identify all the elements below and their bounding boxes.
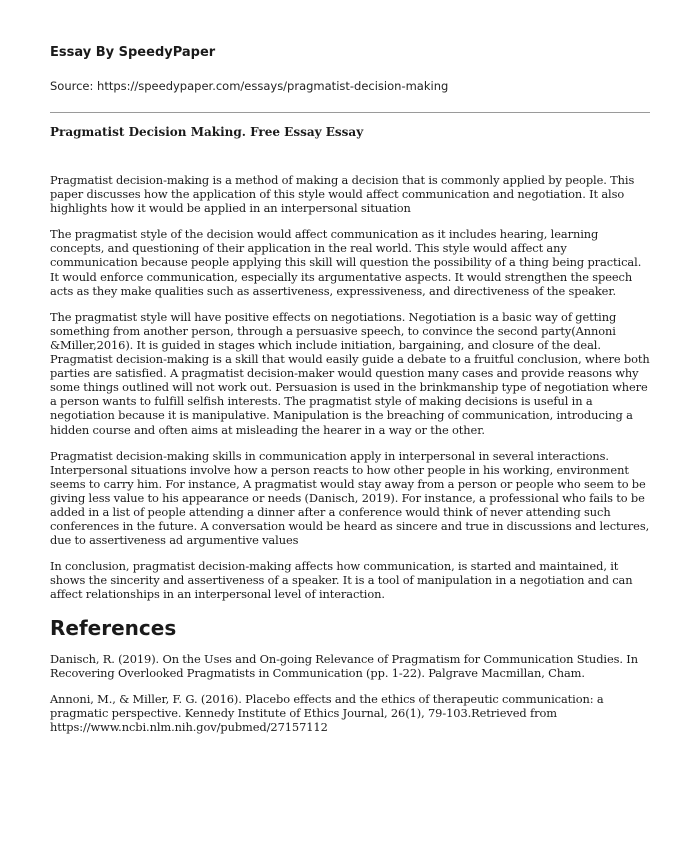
site-title: Essay By SpeedyPaper xyxy=(50,45,216,60)
essay-body xyxy=(50,173,650,602)
essay-paragraph: Pragmatist decision-making is a method of making a decision that is commonly applied by people. This paper discusses how the application of this style would affect communication and negotiation. It also highlights how it would be applied in an interpersonal situation xyxy=(50,173,635,216)
header-divider xyxy=(50,112,650,113)
essay-paragraph: In conclusion, pragmatist decision-making affects how communication, is started and maintained, it shows the sincerity and assertiveness of a speaker. It is a tool of manipulation in a negotiation and can affect relationships in an interpersonal level of interaction. xyxy=(50,559,633,602)
reference-item: Danisch, R. (2019). On the Uses and On-going Relevance of Pragmatism for Communication Studies. In Recovering Overlooked Pragmatists in Communication (pp. 1-22). Palgrave Macmillan, Cham. xyxy=(50,651,638,680)
reference-item: Annoni, M., & Miller, F. G. (2016). Placebo effects and the ethics of therapeutic communication: a pragmatic perspective. Kennedy Institute of Ethics Journal, 26(1), 79-103.Retrieved from https://www.ncbi.nlm.nih.gov/pubmed/27157112 xyxy=(50,691,604,734)
references-heading: References xyxy=(50,615,177,640)
essay-paragraph: The pragmatist style will have positive effects on negotiations. Negotiation is a basic way of getting something from another person, through a persuasive speech, to convince the second party(Annoni &Miller,2016). It is guided in stages which include initiation, bargaining, and closure of the deal. Pragmatist decision-making is a skill that would easily guide a debate to a fruitful conclusion, where both parties are satisfied. A pragmatist decision-maker would question many cases and provide reasons why some things outlined will not work out. Persuasion is used in the brinkmanship type of negotiation where a person wants to fulfill selfish interests. The pragmatist style of making decisions is useful in a negotiation because it is manipulative. Manipulation is the breaching of communication, introducing a hidden course and often aims at misleading the hearer in a way or the other. xyxy=(50,309,650,437)
source-line: Source: https://speedypaper.com/essays/pragmatist-decision-making xyxy=(50,79,449,93)
essay-paragraph: Pragmatist decision-making skills in communication apply in interpersonal in several interactions. Interpersonal situations involve how a person reacts to how other people in his working, environment seems to carry him. For instance, A pragmatist would stay away from a person or people who seem to be giving less value to his appearance or needs (Danisch, 2019). For instance, a professional who fails to be added in a list of people attending a dinner after a conference would think of never attending such conferences in the future. A conversation would be heard as sincere and true in discussions and lectures, due to assertiveness ad argumentive values xyxy=(50,448,650,548)
essay-paragraph: The pragmatist style of the decision would affect communication as it includes hearing, learning concepts, and questioning of their application in the real world. This style would affect any communication because people applying this skill will question the possibility of a thing being practical. It would enforce communication, especially its argumentative aspects. It would strengthen the speech acts as they make qualities such as assertiveness, expressiveness, and directiveness of the speaker. xyxy=(50,227,642,298)
essay-title: Pragmatist Decision Making. Free Essay Essay xyxy=(50,125,364,139)
